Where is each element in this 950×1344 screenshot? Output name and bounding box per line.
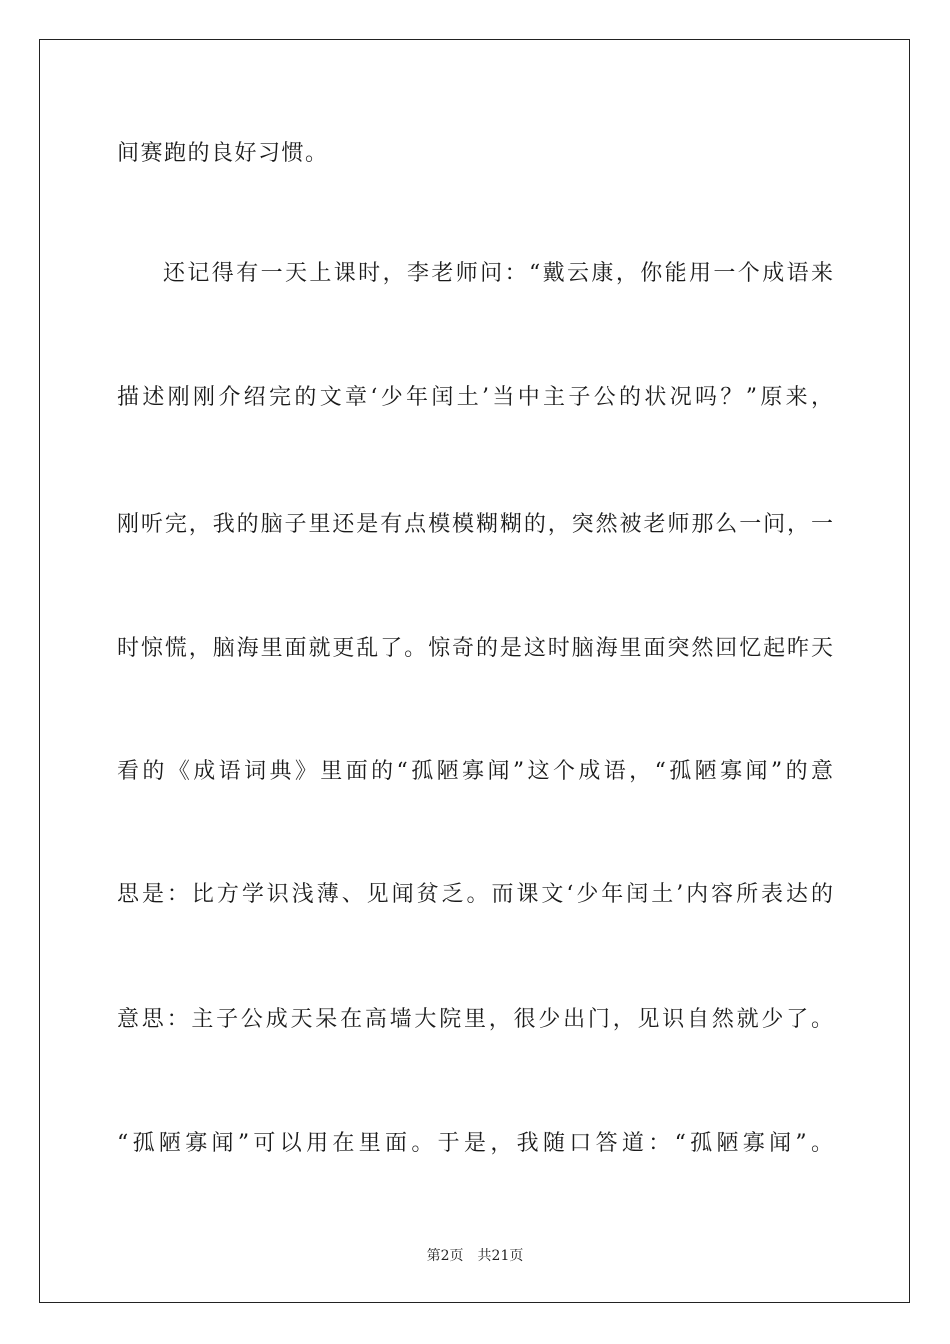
page-footer xyxy=(0,1247,950,1265)
text-line: 时惊慌，脑海里面就更乱了。惊奇的是这时脑海里面突然回忆起昨天 xyxy=(117,636,833,661)
page-border xyxy=(39,39,910,1303)
page-number: 第2页 xyxy=(426,1248,464,1264)
text-line: 意思：主子公成天呆在高墙大院里，很少出门，见识自然就少了。 xyxy=(117,1007,833,1032)
text-line: 描述刚刚介绍完的文章‘少年闰土’当中主子公的状况吗？”原来， xyxy=(117,385,833,410)
text-line: 思是：比方学识浅薄、见闻贫乏。而课文‘少年闰土’内容所表达的 xyxy=(117,882,833,907)
page-total: 共21页 xyxy=(477,1248,524,1264)
text-line: “孤陋寡闻”可以用在里面。于是，我随口答道：“孤陋寡闻”。 xyxy=(117,1131,833,1156)
text-line: 间赛跑的良好习惯。 xyxy=(117,141,329,166)
text-line: 还记得有一天上课时，李老师问：“戴云康，你能用一个成语来 xyxy=(163,261,833,286)
text-line: 看的《成语词典》里面的“孤陋寡闻”这个成语，“孤陋寡闻”的意 xyxy=(117,759,833,784)
text-line: 刚听完，我的脑子里还是有点模模糊糊的，突然被老师那么一问，一 xyxy=(117,512,833,537)
